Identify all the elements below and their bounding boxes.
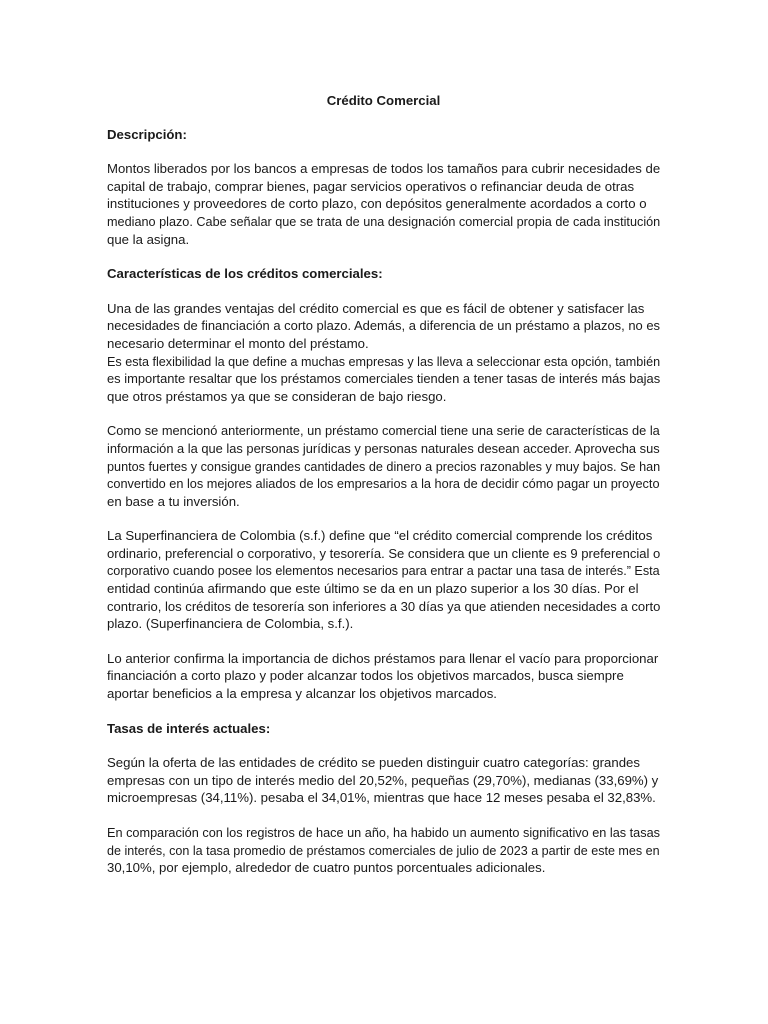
text-line: ordinario, preferencial o corporativo, y tesorería. Se considera que un cliente es 9 preferencial o xyxy=(107,545,661,561)
text-line: entidad continúa afirmando que este último se da en un plazo superior a los 30 días. Por el xyxy=(107,581,639,597)
text-line: instituciones y proveedores de corto plazo, con depósitos generalmente acordados a corto o xyxy=(107,196,647,212)
text-line: puntos fuertes y consigue grandes cantidades de dinero a precios razonables y muy bajos. Se han xyxy=(107,458,661,474)
text-line: necesidades de financiación a corto plazo. Además, a diferencia de un préstamo a plazos, no es xyxy=(107,318,661,334)
text-line: contrario, los créditos de tesorería son inferiores a 30 días ya que atienden necesidades a corto xyxy=(107,598,661,614)
text-line: corporativo cuando posee los elementos necesarios para entrar a pactar una tasa de interés.” Esta xyxy=(107,563,660,579)
text-line: aportar beneficios a la empresa y alcanzar los objetivos marcados. xyxy=(107,686,497,702)
text-line: empresas con un tipo de interés medio del 20,52%, pequeñas (29,70%), medianas (33,69%) y xyxy=(107,772,659,788)
text-line: 30,10%, por ejemplo, alrededor de cuatro puntos porcentuales adicionales. xyxy=(107,860,546,876)
paragraph xyxy=(107,527,660,633)
paragraph xyxy=(107,300,660,406)
document-title: Crédito Comercial xyxy=(326,93,441,108)
text-line: Es esta flexibilidad la que define a muchas empresas y las lleva a seleccionar esta opción, también xyxy=(107,353,661,369)
text-line: financiación a corto plazo y poder alcanzar todos los objetivos marcados, busca siempre xyxy=(107,668,624,684)
section-heading-tasas: Tasas de interés actuales: xyxy=(107,720,271,736)
section-heading-descripcion: Descripción: xyxy=(107,126,187,142)
text-line: En comparación con los registros de hace un año, ha habido un aumento significativo en las tasas xyxy=(107,825,661,840)
text-line: Montos liberados por los bancos a empresas de todos los tamaños para cubrir necesidades de xyxy=(107,161,661,177)
text-line: necesario determinar el monto del préstamo. xyxy=(107,335,369,351)
paragraph xyxy=(107,422,660,510)
text-line: La Superfinanciera de Colombia (s.f.) define que “el crédito comercial comprende los créditos xyxy=(107,528,653,544)
paragraph xyxy=(107,824,660,877)
section-heading-caracteristicas: Características de los créditos comerciales: xyxy=(107,266,383,282)
text-line: de interés, con la tasa promedio de préstamos comerciales de julio de 2023 a partir de este mes en xyxy=(107,842,660,858)
text-line: Lo anterior confirma la importancia de dichos préstamos para llenar el vacío para proporcionar xyxy=(107,650,659,666)
text-line: que otros préstamos ya que se consideran de bajo riesgo. xyxy=(107,388,447,404)
text-line: Como se mencionó anteriormente, un préstamo comercial tiene una serie de características de la xyxy=(107,423,660,439)
text-line: que la asigna. xyxy=(107,231,190,247)
text-line: es importante resaltar que los préstamos comerciales tienden a tener tasas de interés más bajas xyxy=(107,371,661,387)
text-line: plazo. (Superfinanciera de Colombia, s.f.). xyxy=(107,616,354,632)
text-line: capital de trabajo, comprar bienes, pagar servicios operativos o refinanciar deuda de otras xyxy=(107,178,635,194)
text-line: información a la que las personas jurídicas y personas naturales desean acceder. Aprovecha sus xyxy=(107,440,660,456)
text-line: microempresas (34,11%). pesaba el 34,01%, mientras que hace 12 meses pesaba el 32,83%. xyxy=(107,790,656,806)
text-line: Según la oferta de las entidades de crédito se pueden distinguir cuatro categorías: grandes xyxy=(107,755,640,771)
paragraph xyxy=(107,160,660,248)
text-line: en base a tu inversión. xyxy=(107,493,240,509)
paragraph xyxy=(107,754,660,807)
text-line: convertido en los mejores aliados de los empresarios a la hora de decidir cómo pagar un proyecto xyxy=(107,476,660,492)
text-line: Una de las grandes ventajas del crédito comercial es que es fácil de obtener y satisfacer las xyxy=(107,300,645,316)
text-line: mediano plazo. Cabe señalar que se trata de una designación comercial propia de cada institución xyxy=(107,213,661,229)
paragraph xyxy=(107,650,660,703)
